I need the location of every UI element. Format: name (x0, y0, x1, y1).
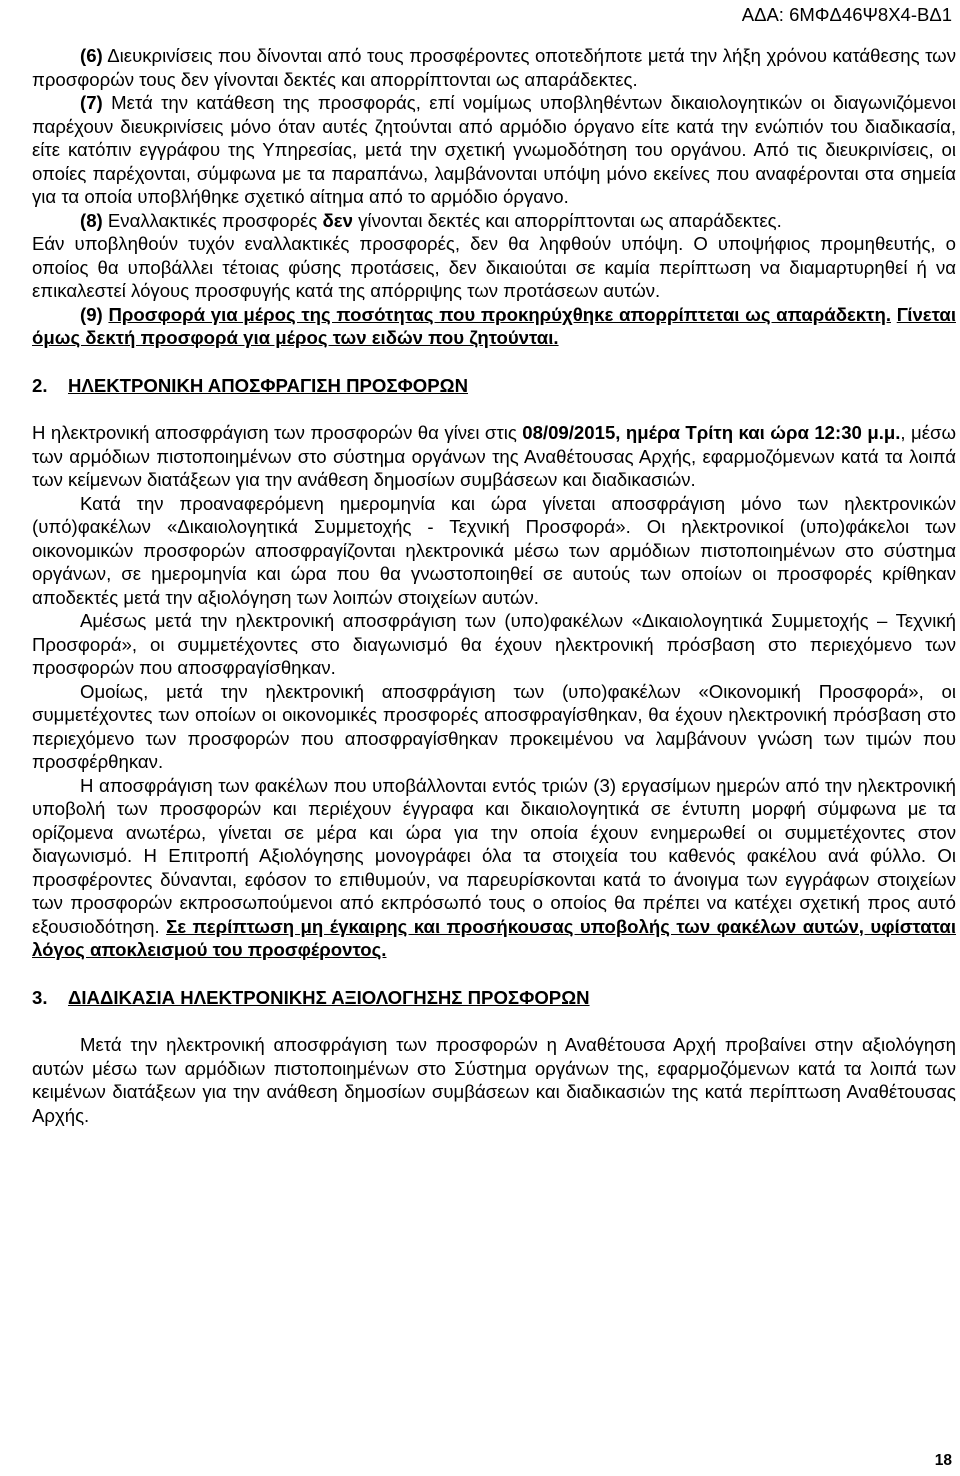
section-number: 3. (32, 986, 48, 1008)
paragraph-7 (32, 91, 956, 209)
section-3-paragraph-1: Μετά την ηλεκτρονική αποσφράγιση των προσφορών η Αναθέτουσα Αρχή προβαίνει στην αξιολόγηση αυτών μέσω των αρμόδιων πιστοποιημένων στο Σύστημα οργάνων της, εφαρμοζόμενων κατά τα λοιπά των κειμένων διατάξεων για την ανάθεση δημοσίων συμβάσεων και διαδικασιών της κατά περίπτωση Αναθέτουσας Αρχής. (32, 1034, 956, 1126)
underlined-bold-text: Γίνεται όμως δεκτή προσφορά για μέρος των ειδών που ζητούνται. (32, 303, 956, 348)
item-number: (6) (80, 45, 103, 66)
section-2-paragraph-2: Κατά την προαναφερόμενη ημερομηνία και ώρα γίνεται αποσφράγιση μόνο των ηλεκτρονικών (υπό)φακέλων «Δικαιολογητικά Συμμετοχής - Τεχνική Προσφορά». Οι ηλεκτρονικοί (υπο)φάκελοι των οικονομικών προσφορών αποσφραγίζονται ηλεκτρονικά μέσω των αρμόδιων πιστοποιημένων στο σύστημα οργάνων, σε ημερομηνία και ώρα που θα γνωστοποιηθεί σε αυτούς των οποίων οι προσφορές κρίθηκαν αποδεκτές μετά την αξιολόγηση των λοιπών στοιχείων αυτών. (32, 492, 956, 608)
paragraph-9 (32, 303, 956, 350)
paragraph-text: , μέσω των αρμόδιων πιστοποιημένων στο σύστημα οργάνων της Αναθέτουσας Αρχής, εφαρμοζόμενων κατά τα λοιπά των κείμενων διατάξεων για την ανάθεση δημοσίων συμβάσεων και διαδικασιών. (32, 422, 956, 490)
paragraph-text: γίνονται δεκτές και απορρίπτονται ως απαράδεκτες. (352, 209, 782, 231)
section-2-heading (32, 374, 956, 398)
paragraph-text: Μετά την κατάθεση της προσφοράς, επί νομίμως υποβληθέντων δικαιολογητικών οι διαγωνιζόμενοι παρέχουν διευκρινίσεις μόνο όταν αυτές ζητούνται από αρμόδιο όργανο είτε κατά την ενώπιόν του διαδικασία, είτε κατόπιν εγγράφου της Υπηρεσίας, μετά την σχετική γνωμοδότηση του οργάνου. Από τις διευκρινίσεις, οι οποίες παρέχονται, σύμφωνα με τα παραπάνω, λαμβάνονται υπόψη μόνο εκείνες που αναφέρονται στα σημεία για τα οποία υποβλήθηκε σχετικό αίτημα από το αρμόδιο όργανο. (32, 92, 956, 207)
section-number: 2. (32, 374, 48, 396)
document-body (32, 44, 956, 1127)
section-3-heading (32, 986, 956, 1010)
paragraph-text: Η αποσφράγιση των φακέλων που υποβάλλονται εντός τριών (3) εργασίμων ημερών από την ηλεκτρονική υποβολή των προσφορών και περιέχουν έγγραφα και δικαιολογητικά σε έντυπη μορφή σύμφωνα με τα ορίζομενα ανωτέρω, γίνεται σε μέρα και ώρα για την οποία έχουν ενημερωθεί οι συμμετέχοντες στον διαγωνισμό. Η Επιτροπή Αξιολόγησης μονογράφει όλα τα στοιχεία του καθενός φακέλου ανά φύλλο. Οι προσφέροντες δύνανται, εφόσον το επιθυμούν, να παρευρίσκονται κατά το άνοιγμα των εγγράφων στοιχείων των προσφορών εκπροσωπούμενοι από εκπρόσωπό τους ο οποίος θα πρέπει να κατέχει σχετική προς αυτό εξουσιοδότηση. (32, 774, 956, 937)
paragraph-text: Η ηλεκτρονική αποσφράγιση των προσφορών θα γίνει στις (32, 422, 523, 443)
emphasis-text: δεν (322, 209, 353, 231)
section-2-paragraph-5 (32, 774, 956, 962)
paragraph-6 (32, 44, 956, 91)
section-title: ΔΙΑΔΙΚΑΣΙΑ ΗΛΕΚΤΡΟΝΙΚΗΣ ΑΞΙΟΛΟΓΗΣΗΣ ΠΡΟΣΦΟΡΩΝ (68, 986, 590, 1008)
section-2-paragraph-4: Ομοίως, μετά την ηλεκτρονική αποσφράγιση των (υπο)φακέλων «Οικονομική Προσφορά», οι συμμετέχοντες των οποίων οι οικονομικές προσφορές αποσφραγίσθηκαν, θα έχουν ηλεκτρονική πρόσβαση στο περιεχόμενο των προσφορών που αποσφραγίσθηκαν προκειμένου να λαμβάνουν γνώση των τιμών που προσφέρθηκαν. (32, 680, 956, 772)
underlined-bold-text: Σε περίπτωση μη έγκαιρης και προσήκουσας υποβολής των φακέλων αυτών, υφίσταται λόγος αποκλεισμού του προσφέροντος. (32, 915, 957, 960)
section-title: ΗΛΕΚΤΡΟΝΙΚΗ ΑΠΟΣΦΡΑΓΙΣΗ ΠΡΟΣΦΟΡΩΝ (68, 374, 469, 396)
paragraph-8-continued: Εάν υποβληθούν τυχόν εναλλακτικές προσφορές, δεν θα ληφθούν υπόψη. Ο υποψήφιος προμηθευτής, ο οποίος θα υποβάλλει τέτοιας φύσης προτάσεις, δεν δικαιούται σε καμία περίπτωση να διαμαρτυρηθεί ή να επικαλεστεί λόγους προσφυγής κατά της απόρριψης των προτάσεων αυτών. (32, 233, 956, 301)
section-2-paragraph-1 (32, 421, 956, 492)
ada-code: ΑΔΑ: 6ΜΦΔ46Ψ8Χ4-ΒΔ1 (741, 4, 952, 25)
item-number: (7) (80, 92, 103, 113)
item-number: (8) (80, 209, 103, 231)
underlined-bold-text: Προσφορά για μέρος της ποσότητας που προκηρύχθηκε απορρίπτεται ως απαράδεκτη. (108, 303, 891, 325)
section-2-paragraph-3: Αμέσως μετά την ηλεκτρονική αποσφράγιση των (υπο)φακέλων «Δικαιολογητικά Συμμετοχής – Τεχνική Προσφορά», οι συμμετέχοντες στο διαγωνισμό θα έχουν ηλεκτρονική πρόσβαση στο περιεχόμενο των προσφορών που αποσφραγίσθηκαν. (32, 610, 956, 678)
paragraph-8 (32, 209, 956, 233)
paragraph-text: Διευκρινίσεις που δίνονται από τους προσφέροντες οποτεδήποτε μετά την λήξη χρόνου κατάθεσης των προσφορών τους δεν γίνονται δεκτές και απορρίπτονται ως απαράδεκτες. (32, 45, 956, 90)
page-number: 18 (934, 1452, 952, 1469)
paragraph-text: Εναλλακτικές προσφορές (107, 209, 323, 231)
date-time-text: 08/09/2015, ημέρα Τρίτη και ώρα 12:30 μ.μ. (522, 422, 901, 443)
item-number: (9) (80, 303, 103, 325)
